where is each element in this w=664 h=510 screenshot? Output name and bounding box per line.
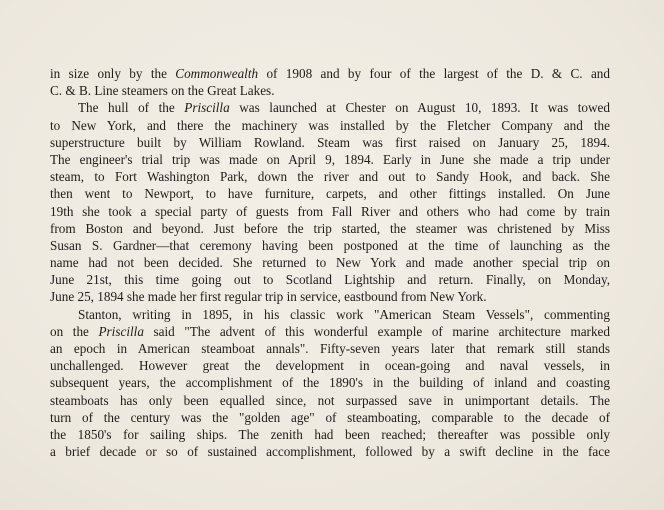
text-run: Susan S. Gardner—that ceremony having been postponed at the time of launching as the <box>50 237 610 253</box>
text-run: a brief decade or so of sustained accomplishment, followed by a swift decline in the face <box>50 444 610 460</box>
text-run: C. & B. Line steamers on the Great Lakes. <box>50 83 275 99</box>
text-run: name had not been decided. She returned to New York and made another special trip on <box>50 255 610 271</box>
text-run: on the <box>50 323 99 339</box>
text-line <box>50 392 610 409</box>
paragraph-p2 <box>50 99 610 305</box>
text-run: was launched at Chester on August 10, 1893. It was towed <box>229 100 610 116</box>
text-run: June 25, 1894 she made her first regular trip in service, eastbound from New York. <box>50 289 487 305</box>
text-run: The hull of the <box>78 100 185 116</box>
text-line <box>50 168 610 185</box>
text-run: unchallenged. However great the development in ocean-going and naval vessels, in <box>50 358 610 374</box>
text-run: 19th she took a special party of guests from Fall River and others who had come by train <box>50 203 610 219</box>
text-line <box>50 237 610 254</box>
text-run: The engineer's trial trip was made on April 9, 1894. Early in June she made a trip under <box>50 151 610 167</box>
text-line <box>50 99 610 116</box>
text-run: Stanton, writing in 1895, in his classic work "American Steam Vessels", commenting <box>78 306 610 322</box>
text-run: then went to Newport, to have furniture, carpets, and other fittings installed. On June <box>50 186 610 202</box>
text-run: of 1908 and by four of the largest of the D. & C. and <box>258 66 610 81</box>
paragraph-p1 <box>50 65 610 99</box>
text-line <box>50 203 610 220</box>
text-line <box>50 134 610 151</box>
text-run: turn of the century was the "golden age" of steamboating, comparable to the decade of <box>50 409 610 425</box>
text-run: to New York, and there the machinery was installed by the Fletcher Company and the <box>50 117 610 133</box>
text-run: said "The advent of this wonderful example of marine architecture marked <box>143 323 610 339</box>
text-line <box>50 374 610 391</box>
italic-title: Commonwealth <box>175 66 259 81</box>
text-run: steamboats has only been equalled since, not surpassed save in unimportant details. The <box>50 392 610 408</box>
text-line <box>50 254 610 271</box>
text-line <box>50 288 610 305</box>
text-run: superstructure built by William Rowland. Steam was first raised on January 25, 1894. <box>50 134 610 150</box>
text-run: an epoch in American steamboat annals". Fifty-seven years later that remark still stands <box>50 341 610 356</box>
text-line <box>50 409 610 426</box>
text-line <box>50 271 610 288</box>
text-run: steam, to Fort Washington Park, down the river and out to Sandy Hook, and back. She <box>50 169 610 185</box>
text-line <box>50 426 610 443</box>
text-run: from Boston and beyond. Just before the trip started, the steamer was christened by Miss <box>50 220 610 236</box>
text-run: in size only by the <box>50 66 176 81</box>
text-line <box>50 323 610 340</box>
text-line <box>50 117 610 134</box>
text-line <box>50 65 610 82</box>
body-text <box>50 65 610 460</box>
text-run: subsequent years, the accomplishment of the 1890's in the building of inland and coasting <box>50 375 610 391</box>
text-line <box>50 357 610 374</box>
text-line <box>50 220 610 237</box>
italic-title: Priscilla <box>184 100 230 116</box>
text-line <box>50 185 610 202</box>
text-line <box>50 82 610 99</box>
text-line <box>50 151 610 168</box>
text-line <box>50 340 610 357</box>
text-line <box>50 306 610 323</box>
italic-title: Priscilla <box>98 323 144 339</box>
text-line <box>50 443 610 460</box>
text-run: June 21st, this time going out to Scotland Lightship and return. Finally, on Monday, <box>50 272 610 288</box>
text-run: the 1850's for sailing ships. The zenith had been reached; thereafter was possible only <box>50 426 610 442</box>
paragraph-p3 <box>50 306 610 461</box>
